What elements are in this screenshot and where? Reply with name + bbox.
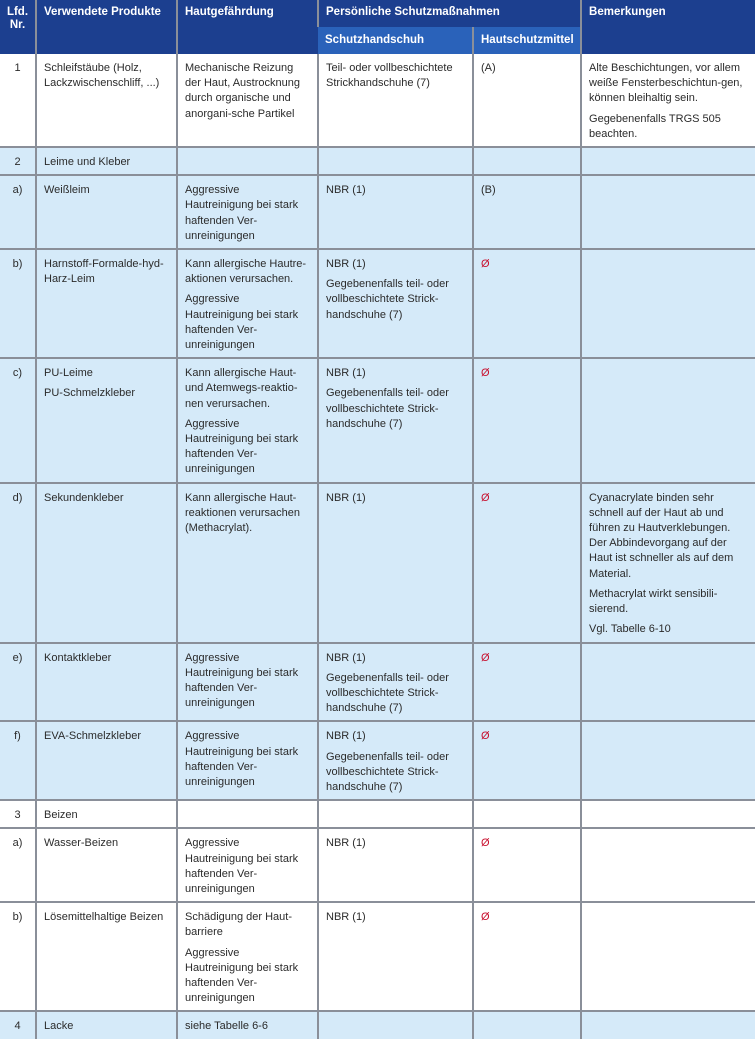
- product-cell: [36, 483, 177, 643]
- gloves-cell-text: NBR (1): [326, 258, 366, 271]
- product-cell-text: EVA-Schmelzkleber: [44, 730, 141, 743]
- gloves-cell-text: NBR (1): [326, 911, 366, 924]
- skin-agent-cell: [473, 175, 581, 249]
- skin-agent-cell: [473, 643, 581, 722]
- header-products: Verwendete Produkte: [36, 0, 177, 54]
- row-number-text: 2: [14, 156, 21, 169]
- gloves-cell: [318, 358, 473, 482]
- product-cell-text: Sekundenkleber: [44, 491, 124, 504]
- remarks-cell: [581, 54, 755, 147]
- row-number: [0, 147, 36, 175]
- gloves-cell: [318, 249, 473, 358]
- gloves-cell-text: NBR (1): [326, 184, 366, 197]
- hazard-cell-text: Aggressive Hautreinigung bei stark haftenden Ver-unreinigungen: [185, 730, 299, 788]
- product-cell: [36, 54, 177, 147]
- skin-agent-cell: [473, 249, 581, 358]
- gloves-cell: [318, 483, 473, 643]
- gloves-cell: [318, 147, 473, 175]
- hazard-cell-text: Aggressive Hautreinigung bei stark haftenden Ver-unreinigungen: [185, 837, 299, 895]
- skin-agent-cell-text: (B): [481, 184, 496, 197]
- skin-agent-cell: [473, 828, 581, 902]
- row-number-text: a): [12, 184, 23, 197]
- product-cell-text: PU-Leime: [44, 367, 93, 380]
- table-row: [0, 721, 755, 800]
- row-number: [0, 1011, 36, 1038]
- hazard-cell-text: Aggressive Hautreinigung bei stark haftenden Ver-unreinigungen: [185, 946, 299, 1005]
- remarks-cell: [581, 483, 755, 643]
- table-row: [0, 643, 755, 722]
- header-nr: Lfd. Nr.: [0, 0, 36, 54]
- gloves-cell: [318, 721, 473, 800]
- skin-agent-cell: [473, 358, 581, 482]
- hazard-cell-text: Kann allergische Haut-reaktionen verursachen (Methacrylat).: [185, 491, 300, 535]
- product-cell-text: Lösemittelhaltige Beizen: [44, 911, 164, 924]
- header-gloves: Schutzhandschuh: [318, 27, 473, 54]
- table-row: [0, 54, 755, 147]
- gloves-cell-text: Teil- oder vollbeschichtete Strickhandschuhe (7): [326, 62, 453, 90]
- hazard-cell: [177, 175, 318, 249]
- table-row: [0, 175, 755, 249]
- row-number: [0, 828, 36, 902]
- skin-agent-cell: [473, 721, 581, 800]
- table-row: [0, 249, 755, 358]
- product-cell: [36, 828, 177, 902]
- row-number-text: c): [12, 367, 23, 380]
- row-number-text: d): [12, 491, 23, 504]
- remarks-cell: [581, 721, 755, 800]
- row-number-text: e): [12, 651, 23, 664]
- gloves-cell-text: NBR (1): [326, 730, 366, 743]
- remarks-cell-text: Alte Beschichtungen, vor allem weiße Fensterbeschichtun-gen, können bleihaltig sein.: [589, 62, 743, 105]
- table-body: [0, 54, 755, 1039]
- hazard-cell: [177, 358, 318, 482]
- row-number: [0, 800, 36, 828]
- remarks-cell-text: Methacrylat wirkt sensibili-sierend.: [589, 587, 718, 616]
- row-number: [0, 483, 36, 643]
- row-number-text: b): [12, 911, 23, 924]
- product-cell-text: Wasser-Beizen: [44, 837, 119, 850]
- row-number-text: 3: [14, 809, 21, 822]
- hazard-cell-text: Kann allergische Haut- und Atemwegs-reaktio-nen verursachen.: [185, 367, 298, 410]
- row-number: [0, 175, 36, 249]
- table-row: [0, 1011, 755, 1038]
- header-skin-agent: Hautschutzmittel: [473, 27, 581, 54]
- row-number: [0, 54, 36, 147]
- skin-agent-cell: [473, 1011, 581, 1038]
- row-number-text: 4: [14, 1020, 21, 1033]
- skin-agent-cell: [473, 800, 581, 828]
- hazard-cell: [177, 483, 318, 643]
- not-recommended-symbol: Ø: [481, 837, 490, 850]
- product-cell: [36, 721, 177, 800]
- gloves-cell: [318, 175, 473, 249]
- remarks-cell: [581, 249, 755, 358]
- skin-agent-cell: [473, 902, 581, 1011]
- remarks-cell: [581, 358, 755, 482]
- header-remarks: Bemerkungen: [581, 0, 755, 54]
- row-number: [0, 643, 36, 722]
- product-cell-text: Kontaktkleber: [44, 651, 112, 664]
- hazard-cell: [177, 1011, 318, 1038]
- hazard-cell: [177, 54, 318, 147]
- hazard-cell: [177, 902, 318, 1011]
- hazard-cell-text: siehe Tabelle 6-6: [185, 1020, 268, 1033]
- skin-agent-cell: [473, 147, 581, 175]
- remarks-cell-text: Vgl. Tabelle 6-10: [589, 623, 671, 636]
- skin-agent-cell: [473, 54, 581, 147]
- product-cell: [36, 175, 177, 249]
- product-cell: [36, 800, 177, 828]
- header-hazard: Hautgefährdung: [177, 0, 318, 54]
- hazard-cell-text: Mechanische Reizung der Haut, Austrocknung durch organische und anorgani-sche Partikel: [185, 62, 300, 120]
- table-row: [0, 828, 755, 902]
- table-row: [0, 902, 755, 1011]
- hazard-cell-text: Schädigung der Haut-barriere: [185, 911, 293, 939]
- hazard-cell: [177, 643, 318, 722]
- hazard-cell: [177, 721, 318, 800]
- gloves-cell-text: Gegebenenfalls teil- oder vollbeschichtete Strick-handschuhe (7): [326, 387, 449, 430]
- product-cell-text: Beizen: [44, 809, 78, 822]
- product-cell: [36, 902, 177, 1011]
- gloves-cell-text: NBR (1): [326, 837, 366, 850]
- not-recommended-symbol: Ø: [481, 730, 490, 743]
- product-cell-text: Weißleim: [44, 184, 90, 197]
- table-row: [0, 358, 755, 482]
- row-number-text: b): [12, 258, 23, 271]
- product-cell: [36, 249, 177, 358]
- row-number: [0, 721, 36, 800]
- product-cell-text: Harnstoff-Formalde-hyd-Harz-Leim: [44, 258, 164, 286]
- row-number: [0, 902, 36, 1011]
- not-recommended-symbol: Ø: [481, 911, 490, 924]
- header-protection: Persönliche Schutzmaßnahmen: [318, 0, 581, 27]
- gloves-cell-text: Gegebenenfalls teil- oder vollbeschichtete Strick-handschuhe (7): [326, 671, 449, 715]
- remarks-cell: [581, 828, 755, 902]
- not-recommended-symbol: Ø: [481, 491, 490, 504]
- table-row: [0, 800, 755, 828]
- hazard-cell-text: Kann allergische Hautre-aktionen verursachen.: [185, 258, 307, 286]
- remarks-cell: [581, 902, 755, 1011]
- remarks-cell-text: Gegebenenfalls TRGS 505 beachten.: [589, 112, 721, 140]
- row-number-text: f): [14, 730, 21, 743]
- gloves-cell-text: NBR (1): [326, 491, 366, 504]
- table-row: [0, 147, 755, 175]
- gloves-cell-text: NBR (1): [326, 367, 366, 380]
- row-number: [0, 249, 36, 358]
- remarks-cell: [581, 175, 755, 249]
- hazard-cell: [177, 249, 318, 358]
- table-row: [0, 483, 755, 643]
- product-cell: [36, 643, 177, 722]
- hazard-cell-text: Aggressive Hautreinigung bei stark haftenden Ver-unreinigungen: [185, 293, 299, 352]
- skin-agent-cell-text: (A): [481, 62, 496, 74]
- hazard-cell: [177, 800, 318, 828]
- product-cell: [36, 1011, 177, 1038]
- product-cell-text: PU-Schmelzkleber: [44, 387, 136, 400]
- remarks-cell: [581, 643, 755, 722]
- gloves-cell: [318, 1011, 473, 1038]
- not-recommended-symbol: Ø: [481, 258, 490, 271]
- gloves-cell: [318, 800, 473, 828]
- gloves-cell-text: NBR (1): [326, 651, 366, 664]
- not-recommended-symbol: Ø: [481, 367, 490, 380]
- gloves-cell-text: Gegebenenfalls teil- oder vollbeschichtete Strick-handschuhe (7): [326, 278, 449, 321]
- hazard-cell-text: Aggressive Hautreinigung bei stark haftenden Ver-unreinigungen: [185, 417, 299, 476]
- row-number-text: a): [12, 837, 23, 850]
- hazard-cell-text: Aggressive Hautreinigung bei stark haftenden Ver-unreinigungen: [185, 651, 299, 710]
- hazard-cell-text: Aggressive Hautreinigung bei stark haftenden Ver-unreinigungen: [185, 184, 299, 242]
- gloves-cell-text: Gegebenenfalls teil- oder vollbeschichtete Strick-handschuhe (7): [326, 750, 449, 793]
- gloves-cell: [318, 643, 473, 722]
- row-number: [0, 358, 36, 482]
- remarks-cell: [581, 800, 755, 828]
- skin-agent-cell: [473, 483, 581, 643]
- gloves-cell: [318, 902, 473, 1011]
- not-recommended-symbol: Ø: [481, 651, 490, 664]
- row-number-text: 1: [14, 62, 21, 74]
- gloves-cell: [318, 54, 473, 147]
- remarks-cell: [581, 1011, 755, 1038]
- product-cell-text: Leime und Kleber: [44, 156, 131, 169]
- hazard-cell: [177, 147, 318, 175]
- remarks-cell-text: Cyanacrylate binden sehr schnell auf der Haut ab und führen zu Hautverklebungen. Der Abbindevorgang auf der Haut ist schneller als auf dem Material.: [589, 491, 734, 580]
- remarks-cell: [581, 147, 755, 175]
- product-cell-text: Schleifstäube (Holz, Lackzwischenschliff, ...): [44, 62, 160, 90]
- product-cell: [36, 358, 177, 482]
- product-cell-text: Lacke: [44, 1020, 74, 1033]
- gloves-cell: [318, 828, 473, 902]
- hazard-cell: [177, 828, 318, 902]
- product-cell: [36, 147, 177, 175]
